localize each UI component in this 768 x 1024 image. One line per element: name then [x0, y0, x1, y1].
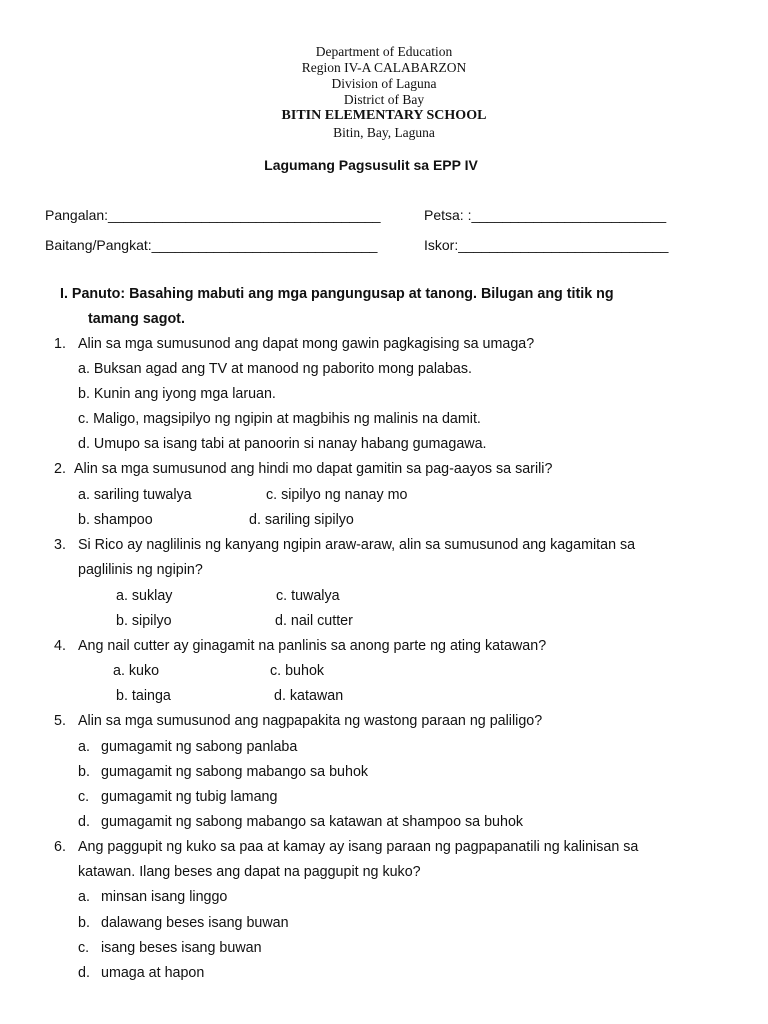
- question-number: 3.: [54, 537, 66, 553]
- choice-a[interactable]: a. Buksan agad ang TV at manood ng paborito mong palabas.: [78, 361, 472, 377]
- choice-c[interactable]: gumagamit ng tubig lamang: [101, 789, 278, 805]
- choice-b[interactable]: b. sipilyo: [116, 613, 172, 629]
- score-field[interactable]: Iskor:___________________________: [424, 237, 669, 253]
- question-text: Alin sa mga sumusunod ang hindi mo dapat gamitin sa pag-aayos sa sarili?: [74, 461, 553, 477]
- question-text: Ang nail cutter ay ginagamit na panlinis sa anong parte ng ating katawan?: [78, 638, 547, 654]
- instructions-line-1: I. Panuto: Basahing mabuti ang mga pangungusap at tanong. Bilugan ang titik ng: [60, 286, 614, 302]
- question-text: Alin sa mga sumusunod ang dapat mong gawin pagkagising sa umaga?: [78, 336, 535, 352]
- choice-d[interactable]: d. Umupo sa isang tabi at panoorin si nanay habang gumagawa.: [78, 436, 487, 452]
- choice-c[interactable]: c. buhok: [270, 663, 325, 679]
- choice-a[interactable]: minsan isang linggo: [101, 889, 228, 905]
- question-text-line-1: Si Rico ay naglilinis ng kanyang ngipin araw-araw, alin sa sumusunod ang kagamitan sa: [78, 537, 636, 553]
- choice-d[interactable]: d. nail cutter: [275, 613, 353, 629]
- question-text-line-2: katawan. Ilang beses ang dapat na paggupit ng kuko?: [78, 864, 421, 880]
- choice-d[interactable]: d. sariling sipilyo: [249, 512, 354, 528]
- choice-c-letter: c.: [78, 940, 90, 956]
- choice-a[interactable]: a. sariling tuwalya: [78, 487, 192, 503]
- exam-title: Lagumang Pagsusulit sa EPP IV: [264, 157, 478, 173]
- choice-d-letter: d.: [78, 965, 90, 981]
- choice-b[interactable]: b. tainga: [116, 688, 171, 704]
- header-district: District of Bay: [343, 92, 425, 107]
- question-number: 4.: [54, 638, 66, 654]
- choice-b[interactable]: dalawang beses isang buwan: [101, 915, 289, 931]
- choice-d[interactable]: umaga at hapon: [101, 965, 205, 981]
- header-department: Department of Education: [315, 44, 453, 59]
- choice-b-letter: b.: [78, 915, 90, 931]
- choice-c[interactable]: c. tuwalya: [276, 588, 340, 604]
- choice-b[interactable]: b. Kunin ang iyong mga laruan.: [78, 386, 276, 402]
- header-region: Region IV-A CALABARZON: [301, 60, 467, 75]
- question-number: 2.: [54, 461, 66, 477]
- choice-b-letter: b.: [78, 764, 90, 780]
- question-number: 1.: [54, 336, 66, 352]
- choice-c[interactable]: c. sipilyo ng nanay mo: [266, 487, 408, 503]
- grade-section-field[interactable]: Baitang/Pangkat:_____________________________: [45, 237, 378, 253]
- choice-c-letter: c.: [78, 789, 90, 805]
- question-text: Alin sa mga sumusunod ang nagpapakita ng wastong paraan ng paliligo?: [78, 713, 543, 729]
- question-text-line-1: Ang paggupit ng kuko sa paa at kamay ay isang paraan ng pagpapanatili ng kalinisan sa: [78, 839, 639, 855]
- question-number: 6.: [54, 839, 66, 855]
- header-school-name: BITIN ELEMENTARY SCHOOL: [281, 108, 487, 123]
- choice-c[interactable]: c. Maligo, magsipilyo ng ngipin at magbihis ng malinis na damit.: [78, 411, 481, 427]
- choice-b[interactable]: b. shampoo: [78, 512, 153, 528]
- header-school-address: Bitin, Bay, Laguna: [333, 125, 435, 140]
- choice-a[interactable]: a. kuko: [113, 663, 160, 679]
- choice-d-letter: d.: [78, 814, 90, 830]
- choice-a-letter: a.: [78, 889, 90, 905]
- name-field[interactable]: Pangalan:___________________________________: [45, 207, 381, 223]
- question-text-line-2: paglilinis ng ngipin?: [78, 562, 203, 578]
- question-number: 5.: [54, 713, 66, 729]
- choice-b[interactable]: gumagamit ng sabong mabango sa buhok: [101, 764, 369, 780]
- choice-d[interactable]: d. katawan: [274, 688, 344, 704]
- date-field[interactable]: Petsa: :_________________________: [424, 207, 667, 223]
- choice-a-letter: a.: [78, 739, 90, 755]
- choice-a[interactable]: gumagamit ng sabong panlaba: [101, 739, 298, 755]
- choice-c[interactable]: isang beses isang buwan: [101, 940, 262, 956]
- choice-a[interactable]: a. suklay: [116, 588, 173, 604]
- instructions-line-2: tamang sagot.: [88, 311, 185, 327]
- header-division: Division of Laguna: [331, 76, 437, 91]
- choice-d[interactable]: gumagamit ng sabong mabango sa katawan at shampoo sa buhok: [101, 814, 524, 830]
